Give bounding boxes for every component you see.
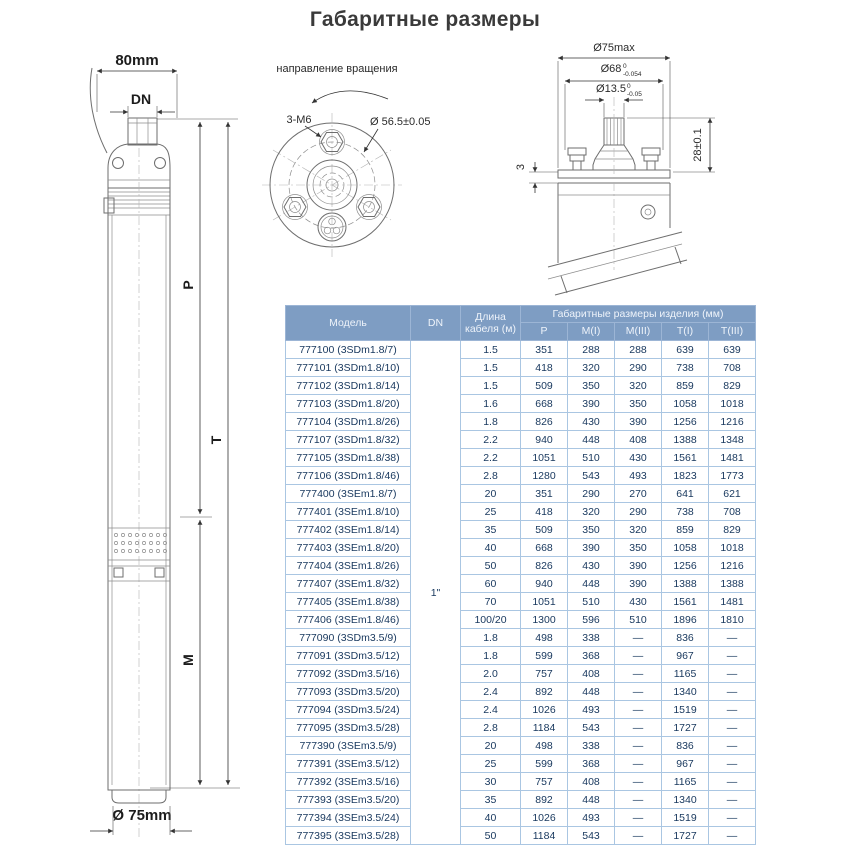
- dim-label-dn: DN: [130, 91, 152, 107]
- t1-cell: 1727: [662, 719, 709, 737]
- cable-cell: 40: [461, 539, 521, 557]
- t3-cell: 1810: [709, 611, 756, 629]
- model-cell: 777102 (3SDm1.8/14): [286, 377, 411, 395]
- m1-cell: 430: [568, 413, 615, 431]
- dim-label-m: M: [180, 654, 196, 666]
- model-cell: 777092 (3SDm3.5/16): [286, 665, 411, 683]
- p-cell: 757: [521, 665, 568, 683]
- table-row: [286, 647, 756, 665]
- model-cell: 777400 (3SEm1.8/7): [286, 485, 411, 503]
- m1-cell: 350: [568, 377, 615, 395]
- m3-cell: 510: [615, 611, 662, 629]
- model-cell: 777095 (3SDm3.5/28): [286, 719, 411, 737]
- m1-cell: 448: [568, 575, 615, 593]
- col-header-cable: Длина кабеля (м): [461, 306, 521, 341]
- m3-cell: 390: [615, 413, 662, 431]
- col-header-m3: M(III): [615, 323, 662, 341]
- table-row: [286, 359, 756, 377]
- m3-cell: 390: [615, 575, 662, 593]
- model-cell: 777103 (3SDm1.8/20): [286, 395, 411, 413]
- t1-cell: 1256: [662, 557, 709, 575]
- cable-line: [90, 68, 107, 153]
- table-row: [286, 485, 756, 503]
- cable-cell: 35: [461, 521, 521, 539]
- m3-cell: 430: [615, 449, 662, 467]
- cable-cell: 50: [461, 557, 521, 575]
- table-row: [286, 827, 756, 845]
- cable-cell: 100/20: [461, 611, 521, 629]
- t1-cell: 1561: [662, 593, 709, 611]
- cable-cell: 1.5: [461, 377, 521, 395]
- m1-cell: 320: [568, 359, 615, 377]
- m3-cell: 290: [615, 503, 662, 521]
- t1-cell: 1727: [662, 827, 709, 845]
- m1-cell: 543: [568, 827, 615, 845]
- p-cell: 1184: [521, 827, 568, 845]
- t3-cell: —: [709, 791, 756, 809]
- m1-cell: 448: [568, 683, 615, 701]
- cable-cell: 50: [461, 827, 521, 845]
- m3-cell: —: [615, 827, 662, 845]
- m1-cell: 493: [568, 701, 615, 719]
- svg-text:-0.05: -0.05: [627, 91, 642, 98]
- cable-cell: 40: [461, 809, 521, 827]
- p-cell: 1300: [521, 611, 568, 629]
- t3-cell: 708: [709, 359, 756, 377]
- cable-cell: 1.8: [461, 629, 521, 647]
- t1-cell: 1256: [662, 413, 709, 431]
- p-cell: 757: [521, 773, 568, 791]
- model-cell: 777406 (3SEm1.8/46): [286, 611, 411, 629]
- table-row: [286, 341, 756, 359]
- m3-cell: 350: [615, 395, 662, 413]
- table-row: [286, 377, 756, 395]
- m3-cell: —: [615, 773, 662, 791]
- cable-cell: 2.2: [461, 449, 521, 467]
- p-cell: 351: [521, 341, 568, 359]
- t1-cell: 1519: [662, 701, 709, 719]
- m1-cell: 510: [568, 449, 615, 467]
- col-header-dn: DN: [411, 306, 461, 341]
- p-cell: 498: [521, 629, 568, 647]
- m3-cell: 390: [615, 557, 662, 575]
- table-row: [286, 719, 756, 737]
- m1-cell: 408: [568, 773, 615, 791]
- p-cell: 1051: [521, 449, 568, 467]
- table-row: [286, 665, 756, 683]
- clamp-bolt-right: [642, 148, 660, 170]
- p-cell: 940: [521, 431, 568, 449]
- t1-cell: 1058: [662, 395, 709, 413]
- pump-top-view-drawing: [248, 55, 468, 277]
- t3-cell: 829: [709, 521, 756, 539]
- m3-cell: 408: [615, 431, 662, 449]
- t1-cell: 967: [662, 755, 709, 773]
- p-cell: 418: [521, 359, 568, 377]
- t1-cell: 641: [662, 485, 709, 503]
- svg-text:0: 0: [623, 63, 627, 70]
- m1-cell: 390: [568, 539, 615, 557]
- cable-cell: 2.0: [461, 665, 521, 683]
- t1-cell: 1340: [662, 791, 709, 809]
- p-cell: 509: [521, 521, 568, 539]
- t3-cell: —: [709, 665, 756, 683]
- cable-cell: 1.8: [461, 413, 521, 431]
- dim-label-dia135: [596, 83, 642, 98]
- cable-cell: 60: [461, 575, 521, 593]
- cable-cell: 2.4: [461, 701, 521, 719]
- t1-cell: 1823: [662, 467, 709, 485]
- model-cell: 777401 (3SEm1.8/10): [286, 503, 411, 521]
- model-cell: 777094 (3SDm3.5/24): [286, 701, 411, 719]
- p-cell: 498: [521, 737, 568, 755]
- clamp-bolt-left: [568, 148, 586, 170]
- dn-merged-cell: 1": [411, 341, 461, 845]
- dim-label-28: 28±0.1: [692, 128, 704, 162]
- t1-cell: 836: [662, 629, 709, 647]
- m3-cell: 320: [615, 377, 662, 395]
- t1-cell: 1896: [662, 611, 709, 629]
- t1-cell: 1165: [662, 773, 709, 791]
- t3-cell: —: [709, 629, 756, 647]
- m1-cell: 448: [568, 791, 615, 809]
- table-row: [286, 593, 756, 611]
- m3-cell: —: [615, 755, 662, 773]
- t3-cell: 1018: [709, 539, 756, 557]
- page-title: Габаритные размеры: [309, 8, 541, 31]
- table-row: [286, 431, 756, 449]
- m3-cell: —: [615, 809, 662, 827]
- table-row: [286, 467, 756, 485]
- dim-label-dia75: Ø 75mm: [112, 807, 172, 824]
- dim-label-gap3: 3: [515, 163, 527, 171]
- table-row: [286, 701, 756, 719]
- t1-cell: 859: [662, 377, 709, 395]
- m3-cell: 493: [615, 467, 662, 485]
- col-header-m1: M(I): [568, 323, 615, 341]
- centerlines: [262, 113, 402, 257]
- t3-cell: —: [709, 683, 756, 701]
- model-cell: 777107 (3SDm1.8/32): [286, 431, 411, 449]
- ribbed-collar: [104, 192, 170, 215]
- model-cell: 777100 (3SDm1.8/7): [286, 341, 411, 359]
- m3-cell: —: [615, 737, 662, 755]
- m1-cell: 510: [568, 593, 615, 611]
- t3-cell: 1388: [709, 575, 756, 593]
- m3-cell: —: [615, 647, 662, 665]
- m1-cell: 368: [568, 647, 615, 665]
- model-cell: 777404 (3SEm1.8/26): [286, 557, 411, 575]
- table-row: [286, 755, 756, 773]
- m3-cell: —: [615, 791, 662, 809]
- t3-cell: —: [709, 701, 756, 719]
- m1-cell: 543: [568, 467, 615, 485]
- t1-cell: 738: [662, 503, 709, 521]
- m1-cell: 368: [568, 755, 615, 773]
- m3-cell: —: [615, 629, 662, 647]
- model-cell: 777104 (3SDm1.8/26): [286, 413, 411, 431]
- m1-cell: 338: [568, 629, 615, 647]
- m1-cell: 350: [568, 521, 615, 539]
- m3-cell: 320: [615, 521, 662, 539]
- col-header-p: P: [521, 323, 568, 341]
- m1-cell: 290: [568, 485, 615, 503]
- table-row: [286, 809, 756, 827]
- model-cell: 777390 (3SEm3.5/9): [286, 737, 411, 755]
- m1-cell: 338: [568, 737, 615, 755]
- t3-cell: 1216: [709, 413, 756, 431]
- col-header-group: Габаритные размеры изделия (мм): [521, 306, 756, 323]
- dim-label-80mm: 80mm: [115, 52, 159, 69]
- m1-cell: 448: [568, 431, 615, 449]
- rotation-direction-label: направление вращения: [276, 63, 398, 75]
- model-cell: 777392 (3SEm3.5/16): [286, 773, 411, 791]
- col-header-t3: T(III): [709, 323, 756, 341]
- t3-cell: —: [709, 755, 756, 773]
- m3-cell: —: [615, 701, 662, 719]
- table-row: [286, 575, 756, 593]
- t3-cell: 1481: [709, 593, 756, 611]
- p-cell: 826: [521, 557, 568, 575]
- model-cell: 777105 (3SDm1.8/38): [286, 449, 411, 467]
- m3-cell: —: [615, 719, 662, 737]
- p-cell: 940: [521, 575, 568, 593]
- m3-cell: 350: [615, 539, 662, 557]
- motor-detail-drawing: [515, 35, 760, 297]
- discharge-port: [128, 118, 157, 145]
- model-cell: 777091 (3SDm3.5/12): [286, 647, 411, 665]
- t3-cell: —: [709, 773, 756, 791]
- t3-cell: 1773: [709, 467, 756, 485]
- table-row: [286, 395, 756, 413]
- table-row: [286, 503, 756, 521]
- m1-cell: 493: [568, 809, 615, 827]
- p-cell: 599: [521, 647, 568, 665]
- col-header-model: Модель: [286, 306, 411, 341]
- m1-cell: 288: [568, 341, 615, 359]
- t1-cell: 1519: [662, 809, 709, 827]
- t1-cell: 738: [662, 359, 709, 377]
- table-row: [286, 737, 756, 755]
- body-break-lines: [548, 232, 687, 295]
- table-row: [286, 521, 756, 539]
- t1-cell: 1388: [662, 575, 709, 593]
- dim-label-3m6: 3-M6: [286, 114, 312, 126]
- cable-cell: 1.8: [461, 647, 521, 665]
- dimensions-table: [285, 305, 756, 845]
- m3-cell: —: [615, 683, 662, 701]
- t3-cell: 708: [709, 503, 756, 521]
- cable-cell: 1.5: [461, 359, 521, 377]
- perforation-dots: [114, 533, 166, 552]
- t1-cell: 1561: [662, 449, 709, 467]
- t3-cell: —: [709, 809, 756, 827]
- cable-cell: 2.4: [461, 683, 521, 701]
- t3-cell: 621: [709, 485, 756, 503]
- m1-cell: 430: [568, 557, 615, 575]
- t1-cell: 967: [662, 647, 709, 665]
- t1-cell: 639: [662, 341, 709, 359]
- t1-cell: 836: [662, 737, 709, 755]
- model-cell: 777093 (3SDm3.5/20): [286, 683, 411, 701]
- cable-cell: 70: [461, 593, 521, 611]
- m1-cell: 320: [568, 503, 615, 521]
- col-header-t1: T(I): [662, 323, 709, 341]
- table-row: [286, 413, 756, 431]
- p-cell: 509: [521, 377, 568, 395]
- t3-cell: 829: [709, 377, 756, 395]
- t3-cell: 1348: [709, 431, 756, 449]
- table-row: [286, 539, 756, 557]
- svg-text:-0.054: -0.054: [623, 71, 642, 78]
- model-cell: 777391 (3SEm3.5/12): [286, 755, 411, 773]
- header-row-1: [286, 306, 756, 323]
- rotation-arrow: [312, 91, 388, 103]
- table-body: [286, 341, 756, 845]
- t1-cell: 1058: [662, 539, 709, 557]
- dim-label-pitch-dia: Ø 56.5±0.05: [370, 116, 431, 128]
- t1-cell: 859: [662, 521, 709, 539]
- model-cell: 777106 (3SDm1.8/46): [286, 467, 411, 485]
- svg-text:0: 0: [627, 83, 631, 90]
- p-cell: 892: [521, 683, 568, 701]
- cable-cell: 1.6: [461, 395, 521, 413]
- model-cell: 777402 (3SEm1.8/14): [286, 521, 411, 539]
- p-cell: 1026: [521, 701, 568, 719]
- p-cell: 1026: [521, 809, 568, 827]
- t3-cell: 639: [709, 341, 756, 359]
- cable-cell: 2.8: [461, 719, 521, 737]
- table-row: [286, 557, 756, 575]
- p-cell: 826: [521, 413, 568, 431]
- model-cell: 777403 (3SEm1.8/20): [286, 539, 411, 557]
- p-cell: 668: [521, 395, 568, 413]
- cable-cell: 30: [461, 773, 521, 791]
- cable-cell: 35: [461, 791, 521, 809]
- t3-cell: —: [709, 737, 756, 755]
- p-cell: 1051: [521, 593, 568, 611]
- cable-cell: 25: [461, 503, 521, 521]
- t3-cell: 1481: [709, 449, 756, 467]
- t3-cell: —: [709, 647, 756, 665]
- cable-cell: 20: [461, 737, 521, 755]
- cable-cell: 1.5: [461, 341, 521, 359]
- dim-label-t: T: [208, 435, 224, 445]
- m3-cell: 290: [615, 359, 662, 377]
- model-cell: 777393 (3SEm3.5/20): [286, 791, 411, 809]
- p-cell: 599: [521, 755, 568, 773]
- t1-cell: 1340: [662, 683, 709, 701]
- cable-cell: 25: [461, 755, 521, 773]
- p-cell: 351: [521, 485, 568, 503]
- model-cell: 777395 (3SEm3.5/28): [286, 827, 411, 845]
- p-cell: 1280: [521, 467, 568, 485]
- svg-text:Ø13.5: Ø13.5: [596, 83, 626, 95]
- m3-cell: —: [615, 665, 662, 683]
- p-cell: 418: [521, 503, 568, 521]
- table-row: [286, 791, 756, 809]
- dim-label-dia75max: Ø75max: [593, 42, 635, 54]
- m1-cell: 390: [568, 395, 615, 413]
- model-cell: 777090 (3SDm3.5/9): [286, 629, 411, 647]
- m1-cell: 543: [568, 719, 615, 737]
- t3-cell: —: [709, 827, 756, 845]
- table-row: [286, 449, 756, 467]
- dim-label-p: P: [180, 280, 196, 290]
- model-cell: 777407 (3SEm1.8/32): [286, 575, 411, 593]
- table-row: [286, 611, 756, 629]
- cable-cell: 2.8: [461, 467, 521, 485]
- p-cell: 892: [521, 791, 568, 809]
- m3-cell: 288: [615, 341, 662, 359]
- t3-cell: —: [709, 719, 756, 737]
- m3-cell: 430: [615, 593, 662, 611]
- p-cell: 668: [521, 539, 568, 557]
- p-cell: 1184: [521, 719, 568, 737]
- t3-cell: 1018: [709, 395, 756, 413]
- dim-label-dia68: [601, 63, 642, 78]
- svg-text:Ø68: Ø68: [600, 63, 622, 75]
- table-row: [286, 629, 756, 647]
- m1-cell: 408: [568, 665, 615, 683]
- t3-cell: 1216: [709, 557, 756, 575]
- m1-cell: 596: [568, 611, 615, 629]
- model-cell: 777394 (3SEm3.5/24): [286, 809, 411, 827]
- t1-cell: 1388: [662, 431, 709, 449]
- cable-cell: 20: [461, 485, 521, 503]
- m3-cell: 270: [615, 485, 662, 503]
- pump-body: [108, 148, 170, 840]
- t1-cell: 1165: [662, 665, 709, 683]
- table-row: [286, 773, 756, 791]
- model-cell: 777101 (3SDm1.8/10): [286, 359, 411, 377]
- table-row: [286, 683, 756, 701]
- model-cell: 777405 (3SEm1.8/38): [286, 593, 411, 611]
- cable-cell: 2.2: [461, 431, 521, 449]
